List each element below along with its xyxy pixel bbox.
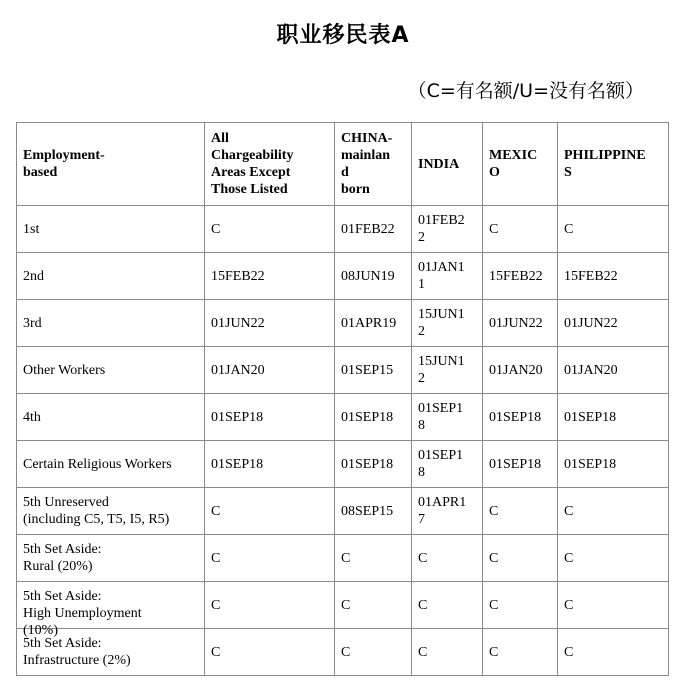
- column-header: [17, 123, 205, 206]
- column-header-label: Employment- based: [23, 148, 105, 180]
- date-cell: [205, 535, 335, 582]
- column-header-label: All Chargeability Areas Except Those Listed: [211, 131, 294, 197]
- date-cell: [483, 535, 558, 582]
- cell-value: C: [211, 550, 221, 566]
- cell-value: 01JUN22: [564, 315, 618, 331]
- column-header: [205, 123, 335, 206]
- cell-value: 5th Set Aside: Infrastructure (2%): [23, 636, 131, 668]
- date-cell: [412, 582, 483, 629]
- date-cell: [335, 441, 412, 488]
- cell-value: 01SEP18: [341, 456, 394, 472]
- date-cell: [558, 535, 669, 582]
- row-category-cell: [17, 394, 205, 441]
- table-row: [17, 535, 669, 582]
- cell-value: C: [489, 644, 499, 660]
- cell-value: 15JUN1 2: [418, 307, 465, 339]
- date-cell: [412, 488, 483, 535]
- table-row: [17, 488, 669, 535]
- cell-value: C: [489, 221, 499, 237]
- cell-value: 01APR19: [341, 315, 397, 331]
- date-cell: [205, 300, 335, 347]
- date-cell: [205, 206, 335, 253]
- cell-value: 15FEB22: [489, 268, 543, 284]
- column-header: [412, 123, 483, 206]
- date-cell: [483, 394, 558, 441]
- cell-value: C: [418, 550, 428, 566]
- row-category-cell: [17, 206, 205, 253]
- date-cell: [558, 488, 669, 535]
- cell-value: 01SEP15: [341, 362, 394, 378]
- column-header-label: PHILIPPINE S: [564, 148, 646, 180]
- column-header: [483, 123, 558, 206]
- date-cell: [335, 535, 412, 582]
- cell-value: C: [418, 644, 428, 660]
- cell-value: C: [564, 221, 574, 237]
- table-row: [17, 582, 669, 629]
- date-cell: [205, 488, 335, 535]
- cell-value: C: [489, 550, 499, 566]
- table-row: [17, 347, 669, 394]
- table-row: [17, 253, 669, 300]
- table-row: [17, 629, 669, 676]
- row-category-cell: [17, 347, 205, 394]
- row-category-cell: [17, 300, 205, 347]
- table-row: [17, 441, 669, 488]
- cell-value: 01SEP18: [564, 409, 617, 425]
- cell-value: 01SEP18: [489, 456, 542, 472]
- cell-value: C: [489, 597, 499, 613]
- date-cell: [483, 347, 558, 394]
- cell-value: C: [418, 597, 428, 613]
- cell-value: 01SEP18: [341, 409, 394, 425]
- column-header: [558, 123, 669, 206]
- date-cell: [412, 629, 483, 676]
- cell-value: 1st: [23, 221, 40, 237]
- date-cell: [483, 253, 558, 300]
- cell-value: 4th: [23, 409, 41, 425]
- cell-value: C: [211, 503, 221, 519]
- cell-value: 5th Set Aside: Rural (20%): [23, 542, 102, 574]
- cell-value: 15JUN1 2: [418, 354, 465, 386]
- cell-value: 5th Set Aside: High Unemployment (10%): [23, 589, 142, 638]
- table-row: [17, 206, 669, 253]
- cell-value: C: [564, 503, 574, 519]
- cell-value: 01APR1 7: [418, 495, 467, 527]
- cell-value: 01SEP1 8: [418, 401, 464, 433]
- date-cell: [205, 441, 335, 488]
- date-cell: [335, 488, 412, 535]
- date-cell: [483, 300, 558, 347]
- row-category-cell: [17, 253, 205, 300]
- cell-value: 01JAN20: [489, 362, 543, 378]
- cell-value: 01FEB2 2: [418, 213, 465, 245]
- date-cell: [558, 347, 669, 394]
- date-cell: [558, 394, 669, 441]
- table-row: [17, 394, 669, 441]
- cell-value: 01JAN20: [211, 362, 265, 378]
- cell-value: 01SEP18: [564, 456, 617, 472]
- visa-bulletin-table: [16, 122, 669, 676]
- cell-value: C: [211, 597, 221, 613]
- date-cell: [205, 253, 335, 300]
- date-cell: [412, 300, 483, 347]
- cell-value: 01JUN22: [489, 315, 543, 331]
- date-cell: [558, 253, 669, 300]
- cell-value: 08JUN19: [341, 268, 395, 284]
- cell-value: 15FEB22: [211, 268, 265, 284]
- column-header-label: CHINA- mainlan d born: [341, 131, 393, 197]
- date-cell: [335, 300, 412, 347]
- row-category-cell: [17, 441, 205, 488]
- cell-value: 01JAN1 1: [418, 260, 465, 292]
- cell-value: C: [564, 644, 574, 660]
- cell-value: C: [564, 550, 574, 566]
- cell-value: C: [341, 597, 351, 613]
- column-header: [335, 123, 412, 206]
- column-header-label: INDIA: [418, 156, 460, 172]
- cell-value: 3rd: [23, 315, 42, 331]
- cell-value: 5th Unreserved (including C5, T5, I5, R5): [23, 495, 170, 527]
- date-cell: [335, 347, 412, 394]
- table-body: [17, 206, 669, 676]
- row-category-cell: [17, 582, 205, 638]
- date-cell: [483, 441, 558, 488]
- cell-value: C: [564, 597, 574, 613]
- date-cell: [483, 206, 558, 253]
- cell-value: 01JUN22: [211, 315, 265, 331]
- cell-value: C: [211, 221, 221, 237]
- date-cell: [412, 347, 483, 394]
- date-cell: [205, 347, 335, 394]
- date-cell: [205, 394, 335, 441]
- date-cell: [412, 206, 483, 253]
- cell-value: 01FEB22: [341, 221, 395, 237]
- cell-value: 01SEP1 8: [418, 448, 464, 480]
- cell-value: 01JAN20: [564, 362, 618, 378]
- cell-value: C: [341, 644, 351, 660]
- date-cell: [558, 441, 669, 488]
- cell-value: 08SEP15: [341, 503, 394, 519]
- date-cell: [483, 629, 558, 676]
- legend-note: （C=有名额/U=没有名额）: [407, 80, 644, 102]
- date-cell: [205, 629, 335, 676]
- cell-value: 01SEP18: [489, 409, 542, 425]
- date-cell: [483, 488, 558, 535]
- date-cell: [412, 441, 483, 488]
- date-cell: [335, 394, 412, 441]
- cell-value: Certain Religious Workers: [23, 456, 172, 472]
- row-category-cell: [17, 535, 205, 582]
- date-cell: [335, 253, 412, 300]
- cell-value: C: [489, 503, 499, 519]
- date-cell: [335, 206, 412, 253]
- date-cell: [558, 206, 669, 253]
- cell-value: 01SEP18: [211, 456, 264, 472]
- date-cell: [335, 629, 412, 676]
- table-row: [17, 300, 669, 347]
- date-cell: [558, 582, 669, 629]
- date-cell: [412, 535, 483, 582]
- cell-value: 2nd: [23, 268, 44, 284]
- date-cell: [205, 582, 335, 629]
- row-category-cell: [17, 629, 205, 676]
- cell-value: Other Workers: [23, 362, 106, 378]
- date-cell: [412, 394, 483, 441]
- date-cell: [558, 300, 669, 347]
- page-title: 职业移民表A: [276, 23, 410, 48]
- column-header-label: MEXIC O: [489, 148, 538, 180]
- date-cell: [335, 582, 412, 629]
- cell-value: 15FEB22: [564, 268, 618, 284]
- date-cell: [412, 253, 483, 300]
- date-cell: [483, 582, 558, 629]
- table-header-row: [17, 123, 669, 206]
- date-cell: [558, 629, 669, 676]
- cell-value: C: [211, 644, 221, 660]
- cell-value: C: [341, 550, 351, 566]
- row-category-cell: [17, 488, 205, 535]
- cell-value: 01SEP18: [211, 409, 264, 425]
